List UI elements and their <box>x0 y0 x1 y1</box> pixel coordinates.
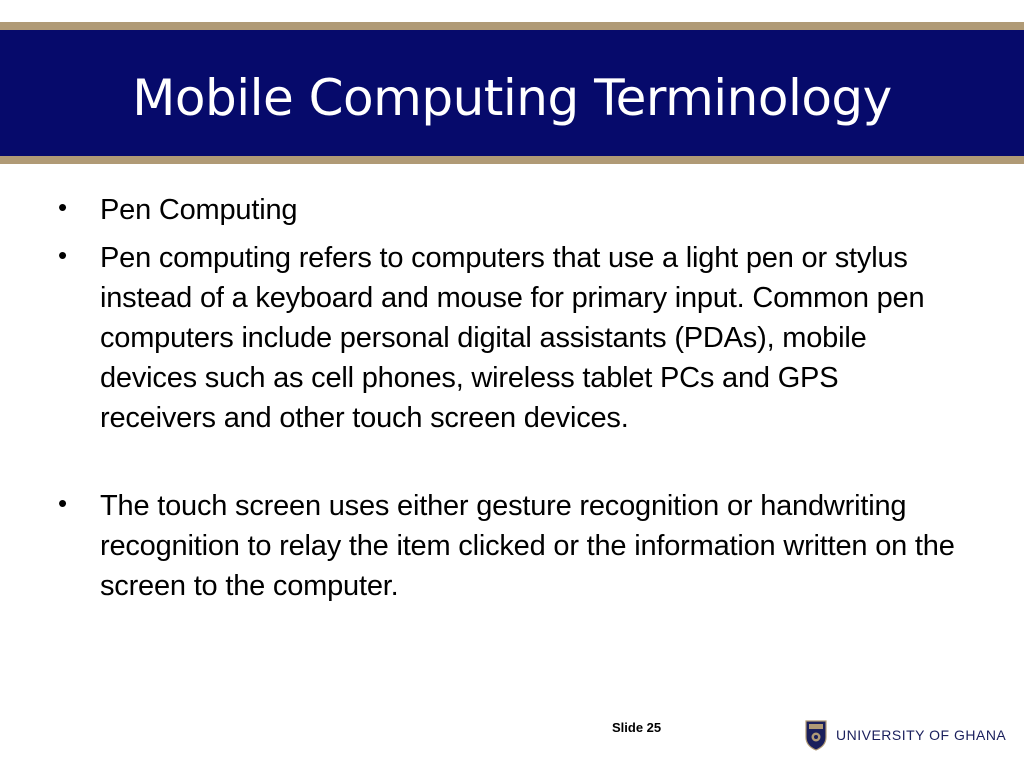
top-gold-rule <box>0 22 1024 30</box>
bottom-gold-rule <box>0 156 1024 164</box>
slide-number: Slide 25 <box>612 720 662 735</box>
bullet-marker: • <box>58 240 68 270</box>
university-crest-icon <box>804 719 828 751</box>
university-logo <box>804 718 1006 752</box>
bullet-list <box>58 190 958 606</box>
bullet-marker: • <box>58 488 68 518</box>
title-band <box>0 30 1024 156</box>
bullet-text: Pen Computing <box>100 194 298 226</box>
bullet-text: Pen computing refers to computers that use a light pen or stylus instead of a keyboard and mouse for primary input. Common pen computers include personal digital assistants (PDAs), mobile devices such as cell phones, wireless tablet PCs and GPS receivers and other touch screen devices. <box>100 242 925 434</box>
slide-title: Mobile Computing Terminology <box>132 69 892 127</box>
bullet-text: The touch screen uses either gesture recognition or handwriting recognition to relay the item clicked or the information written on the screen to the computer. <box>100 490 955 602</box>
bullet-item <box>58 486 958 606</box>
bullet-item <box>58 190 958 230</box>
university-name: UNIVERSITY OF GHANA <box>836 727 1007 743</box>
bullet-item <box>58 238 958 438</box>
bullet-marker: • <box>58 192 68 222</box>
